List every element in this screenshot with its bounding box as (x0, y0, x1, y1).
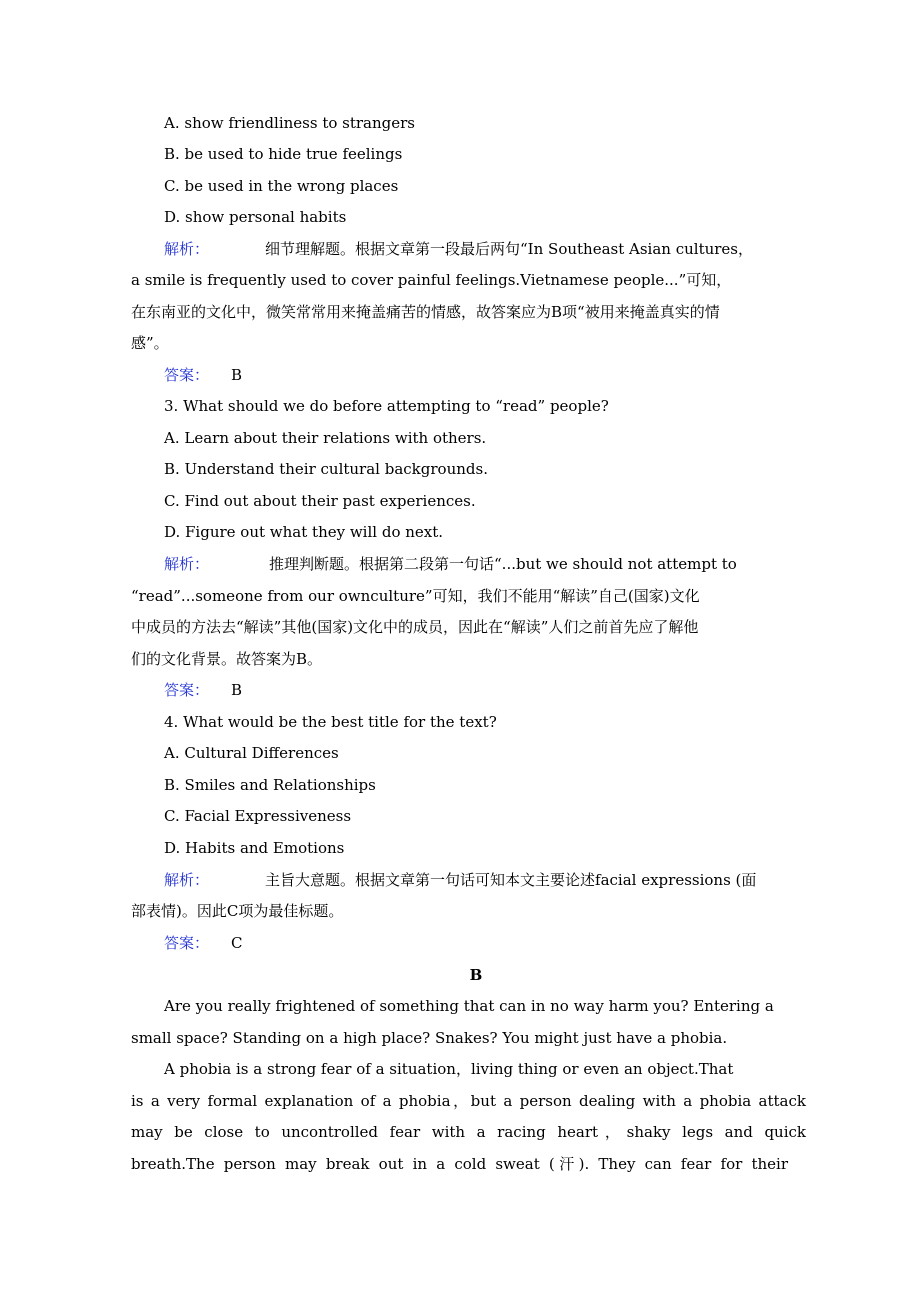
q3-option-d: D. Figure out what they will do next. (164, 523, 444, 541)
passage-heading: B (469, 966, 483, 984)
passage-paragraph-line: A phobia is a strong fear of a situation，living thing or even an object.That (164, 1060, 734, 1078)
q2-option-b: B. be used to hide true feelings (164, 145, 403, 163)
q3-option-b: B. Understand their cultural backgrounds. (164, 460, 488, 478)
q4-analysis-line: 部表情)。因此C项为最佳标题。 (131, 902, 344, 920)
q2-analysis-line: 在东南亚的文化中，微笑常常用来掩盖痛苦的情感，故答案应为B项“被用来掩盖真实的情 (131, 303, 720, 321)
q3-answer-label: 答案： (164, 681, 210, 699)
q2-analysis-text: 细节理解题。根据文章第一段最后两句“In Southeast Asian cultures， (265, 240, 754, 258)
q4-option-d: D. Habits and Emotions (164, 839, 345, 857)
passage-paragraph-line: breath.The person may break out in a cold sweat (汗). They can fear for their (131, 1155, 788, 1173)
q3-question: 3. What should we do before attempting to “read” people? (164, 397, 609, 415)
q2-answer-label: 答案： (164, 366, 210, 384)
q3-answer-value: B (231, 681, 243, 699)
q2-analysis-line: a smile is frequently used to cover painful feelings.Vietnamese people...”可知， (131, 271, 732, 289)
q3-analysis-text: 推理判断题。根据第二段第一句话“...but we should not attempt to (269, 555, 737, 573)
q2-answer (164, 365, 242, 385)
q2-option-d: D. show personal habits (164, 208, 347, 226)
passage-paragraph-line: is a very formal explanation of a phobia，but a person dealing with a phobia attack (131, 1092, 806, 1110)
q3-answer (164, 680, 242, 700)
q4-answer (164, 933, 243, 953)
q3-analysis-line: “read”...someone from our ownculture”可知，我们不能用“解读”自己(国家)文化 (131, 587, 700, 605)
q3-analysis-first-line (164, 554, 737, 574)
passage-paragraph-line: may be close to uncontrolled fear with a racing heart，shaky legs and quick (131, 1123, 806, 1141)
q4-answer-value: C (231, 934, 243, 952)
q4-analysis-text: 主旨大意题。根据文章第一句话可知本文主要论述facial expressions (面 (265, 871, 757, 889)
q4-answer-label: 答案： (164, 934, 210, 952)
q4-question: 4. What would be the best title for the text? (164, 713, 497, 731)
q3-option-a: A. Learn about their relations with others. (164, 429, 487, 447)
q2-analysis-label: 解析： (164, 240, 210, 258)
q4-option-a: A. Cultural Differences (164, 744, 339, 762)
q4-analysis-label: 解析： (164, 871, 210, 889)
q2-option-a: A. show friendliness to strangers (164, 114, 415, 132)
q4-option-c: C. Facial Expressiveness (164, 807, 352, 825)
q4-option-b: B. Smiles and Relationships (164, 776, 376, 794)
q2-option-c: C. be used in the wrong places (164, 177, 399, 195)
q3-analysis-line: 中成员的方法去“解读”其他(国家)文化中的成员，因此在“解读”人们之前首先应了解他 (131, 618, 699, 636)
passage-paragraph-line: Are you really frightened of something that can in no way harm you? Entering a (164, 997, 774, 1015)
q3-option-c: C. Find out about their past experiences. (164, 492, 476, 510)
q3-analysis-line: 们的文化背景。故答案为B。 (131, 650, 323, 668)
q4-analysis-first-line (164, 870, 756, 890)
q2-answer-value: B (231, 366, 243, 384)
q2-analysis-line: 感”。 (131, 334, 169, 352)
passage-paragraph-line: small space? Standing on a high place? Snakes? You might just have a phobia. (131, 1029, 728, 1047)
q2-analysis-first-line (164, 239, 753, 259)
q3-analysis-label: 解析： (164, 555, 210, 573)
